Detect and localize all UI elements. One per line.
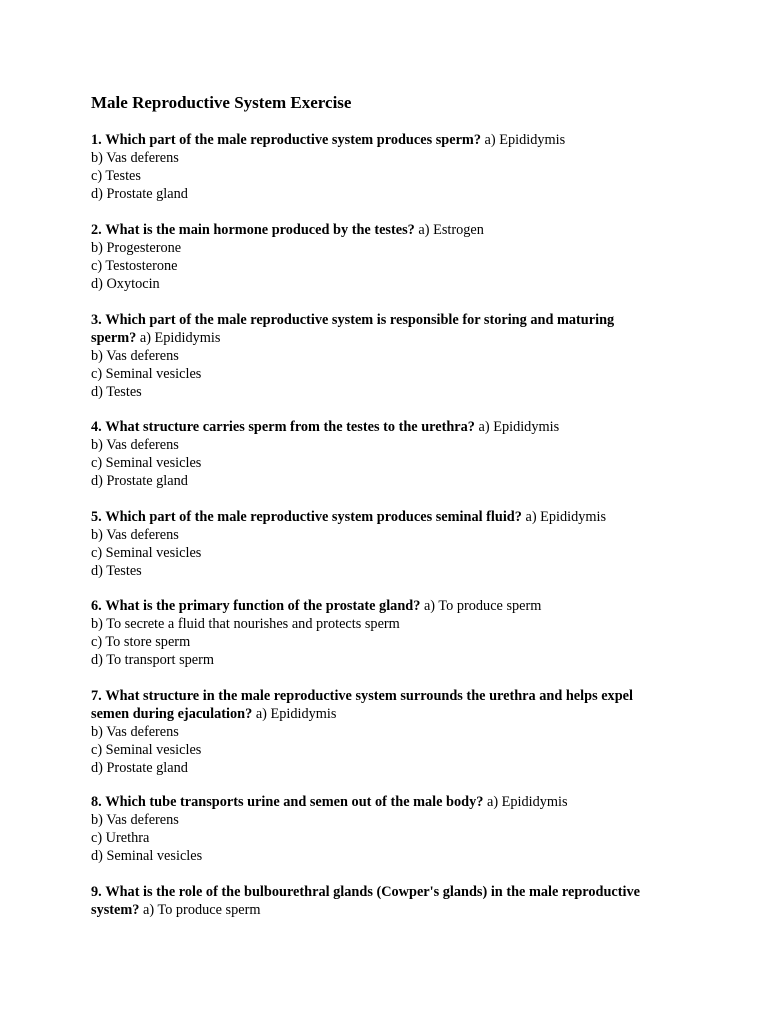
- option-b: b) Progesterone: [91, 240, 182, 256]
- option-d: d) Prostate gland: [91, 760, 188, 776]
- page-title: Male Reproductive System Exercise: [91, 93, 352, 112]
- question-text: What is the main hormone produced by the testes?: [105, 222, 415, 238]
- option-a: a) Epididymis: [478, 419, 560, 435]
- option-b: b) Vas deferens: [91, 724, 179, 740]
- option-d: d) To transport sperm: [91, 652, 215, 668]
- question-line: [91, 221, 691, 239]
- question-6: [91, 597, 691, 669]
- option-c: c) Seminal vesicles: [91, 742, 202, 758]
- question-number: 5.: [91, 509, 102, 525]
- question-8: [91, 793, 691, 865]
- question-line-continued: [91, 329, 691, 347]
- question-line-continued: [91, 901, 691, 919]
- option-b: b) Vas deferens: [91, 348, 179, 364]
- question-number: 3.: [91, 312, 102, 328]
- question-text: Which part of the male reproductive system produces seminal fluid?: [105, 509, 522, 525]
- question-line: [91, 418, 691, 436]
- question-3: [91, 311, 691, 401]
- question-7: [91, 687, 691, 777]
- question-number: 4.: [91, 419, 102, 435]
- option-a: a) Epididymis: [484, 132, 566, 148]
- option-b: b) Vas deferens: [91, 150, 179, 166]
- question-text: What is the primary function of the prostate gland?: [105, 598, 421, 614]
- option-d: d) Prostate gland: [91, 473, 188, 489]
- question-line: [91, 883, 691, 901]
- question-text: Which tube transports urine and semen out of the male body?: [105, 794, 484, 810]
- question-number: 2.: [91, 222, 102, 238]
- option-d: d) Seminal vesicles: [91, 848, 203, 864]
- option-b: b) Vas deferens: [91, 527, 179, 543]
- option-a: a) Epididymis: [139, 330, 221, 346]
- question-1: [91, 131, 691, 203]
- option-c: c) Testes: [91, 168, 141, 184]
- question-line: [91, 508, 691, 526]
- option-a: a) To produce sperm: [143, 902, 261, 918]
- question-text: What structure in the male reproductive system surrounds the urethra and helps expel: [105, 688, 633, 704]
- option-c: c) Seminal vesicles: [91, 366, 202, 382]
- question-number: 6.: [91, 598, 102, 614]
- question-line: [91, 131, 691, 149]
- option-d: d) Prostate gland: [91, 186, 188, 202]
- question-text-continued: system?: [91, 902, 140, 918]
- option-b: b) Vas deferens: [91, 812, 179, 828]
- question-2: [91, 221, 691, 293]
- option-a: a) Epididymis: [486, 794, 568, 810]
- option-a: a) Epididymis: [255, 706, 337, 722]
- question-9: [91, 883, 691, 919]
- question-text-continued: semen during ejaculation?: [91, 706, 253, 722]
- question-line-continued: [91, 705, 691, 723]
- option-d: d) Testes: [91, 384, 142, 400]
- option-a: a) Epididymis: [525, 509, 607, 525]
- option-d: d) Oxytocin: [91, 276, 160, 292]
- question-number: 7.: [91, 688, 102, 704]
- option-c: c) Testosterone: [91, 258, 178, 274]
- option-c: c) Seminal vesicles: [91, 545, 202, 561]
- question-text-continued: sperm?: [91, 330, 137, 346]
- question-line: [91, 311, 691, 329]
- question-text: What structure carries sperm from the testes to the urethra?: [105, 419, 475, 435]
- option-c: c) Seminal vesicles: [91, 455, 202, 471]
- question-line: [91, 597, 691, 615]
- question-number: 1.: [91, 132, 102, 148]
- option-b: b) Vas deferens: [91, 437, 179, 453]
- question-5: [91, 508, 691, 580]
- question-4: [91, 418, 691, 490]
- option-c: c) To store sperm: [91, 634, 191, 650]
- question-number: 9.: [91, 884, 102, 900]
- option-c: c) Urethra: [91, 830, 150, 846]
- question-text: Which part of the male reproductive system is responsible for storing and maturing: [105, 312, 615, 328]
- option-d: d) Testes: [91, 563, 142, 579]
- option-b: b) To secrete a fluid that nourishes and protects sperm: [91, 616, 400, 632]
- option-a: a) Estrogen: [418, 222, 484, 238]
- question-text: What is the role of the bulbourethral glands (Cowper's glands) in the male reproductive: [105, 884, 641, 900]
- question-number: 8.: [91, 794, 102, 810]
- question-line: [91, 793, 691, 811]
- question-line: [91, 687, 691, 705]
- question-text: Which part of the male reproductive system produces sperm?: [105, 132, 481, 148]
- option-a: a) To produce sperm: [423, 598, 542, 614]
